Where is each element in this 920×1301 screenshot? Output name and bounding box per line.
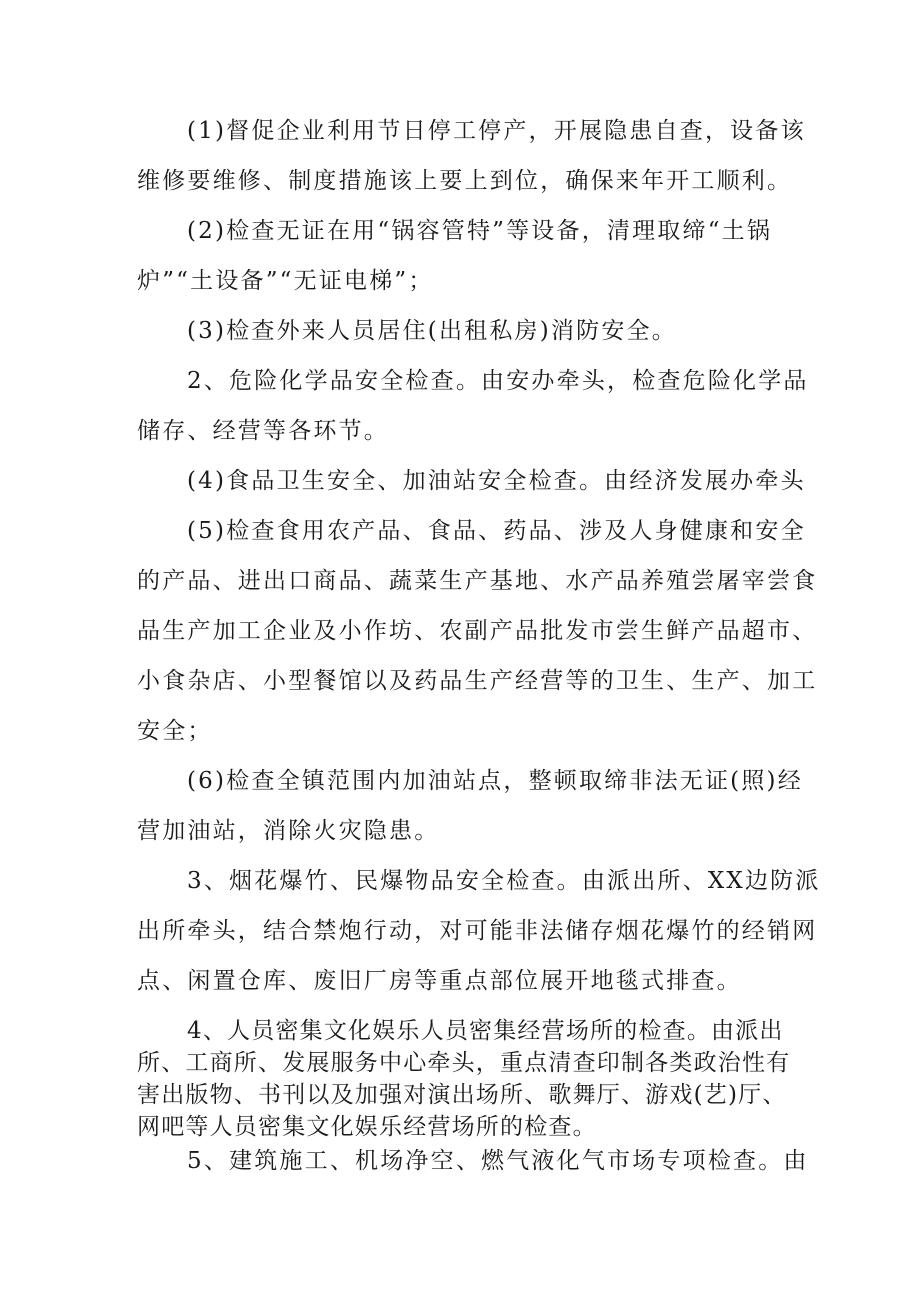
para-1-line-2: 维修要维修、制度措施该上要上到位，确保来年开工顺利。 xyxy=(137,168,793,194)
para-8-line-3: 点、闲置仓库、废旧厂房等重点部位展开地毯式排查。 xyxy=(137,968,742,994)
para-8-line-1: 3、烟花爆竹、民爆物品安全检查。由派出所、XX边防派 xyxy=(187,868,821,894)
para-9-line-4: 网吧等人员密集文化娱乐经营场所的检查。 xyxy=(137,1114,597,1140)
para-7-line-1: (6)检查全镇范围内加油站点，整顿取缔非法无证(照)经 xyxy=(187,768,803,794)
para-9-line-1: 4、人员密集文化娱乐人员密集经营场所的检查。由派出 xyxy=(187,1018,784,1044)
para-9-line-2: 所、工商所、发展服务中心牵头，重点清查印制各类政治性有 xyxy=(137,1050,791,1076)
para-4-line-2: 储存、经营等各环节。 xyxy=(137,418,389,444)
para-6-line-5: 安全； xyxy=(137,718,213,744)
para-8-line-2: 出所牵头，结合禁炮行动，对可能非法储存烟花爆竹的经销网 xyxy=(137,918,818,944)
para-2-line-1: (2)检查无证在用“锅容管特”等设备，清理取缔“土锅 xyxy=(187,218,773,244)
para-7-line-2: 营加油站，消除火灾隐患。 xyxy=(137,818,440,844)
para-6-line-4: 小食杂店、小型餐馆以及药品生产经营等的卫生、生产、加工 xyxy=(137,668,818,694)
para-6-line-2: 的产品、进出口商品、蔬菜生产基地、水产品养殖尝屠宰尝食 xyxy=(137,568,818,594)
para-6-line-3: 品生产加工企业及小作坊、农副产品批发市尝生鲜产品超市、 xyxy=(137,618,818,644)
para-10-line-1: 5、建筑施工、机场净空、燃气液化气市场专项检查。由 xyxy=(187,1148,809,1174)
para-3-line-1: (3)检查外来人员居住(出租私房)消防安全。 xyxy=(187,318,677,344)
para-5-line-1: (4)食品卫生安全、加油站安全检查。由经济发展办牵头 xyxy=(187,468,806,494)
para-1-line-1: (1)督促企业利用节日停工停产，开展隐患自查，设备该 xyxy=(187,118,806,144)
para-2-line-2: 炉”“土设备”“无证电梯”； xyxy=(137,268,434,294)
para-6-line-1: (5)检查食用农产品、食品、药品、涉及人身健康和安全 xyxy=(187,518,806,544)
para-9-line-3: 害出版物、书刊以及加强对演出场所、歌舞厅、游戏(艺)厅、 xyxy=(137,1082,787,1108)
para-4-line-1: 2、危险化学品安全检查。由安办牵头，检查危险化学品 xyxy=(187,368,809,394)
